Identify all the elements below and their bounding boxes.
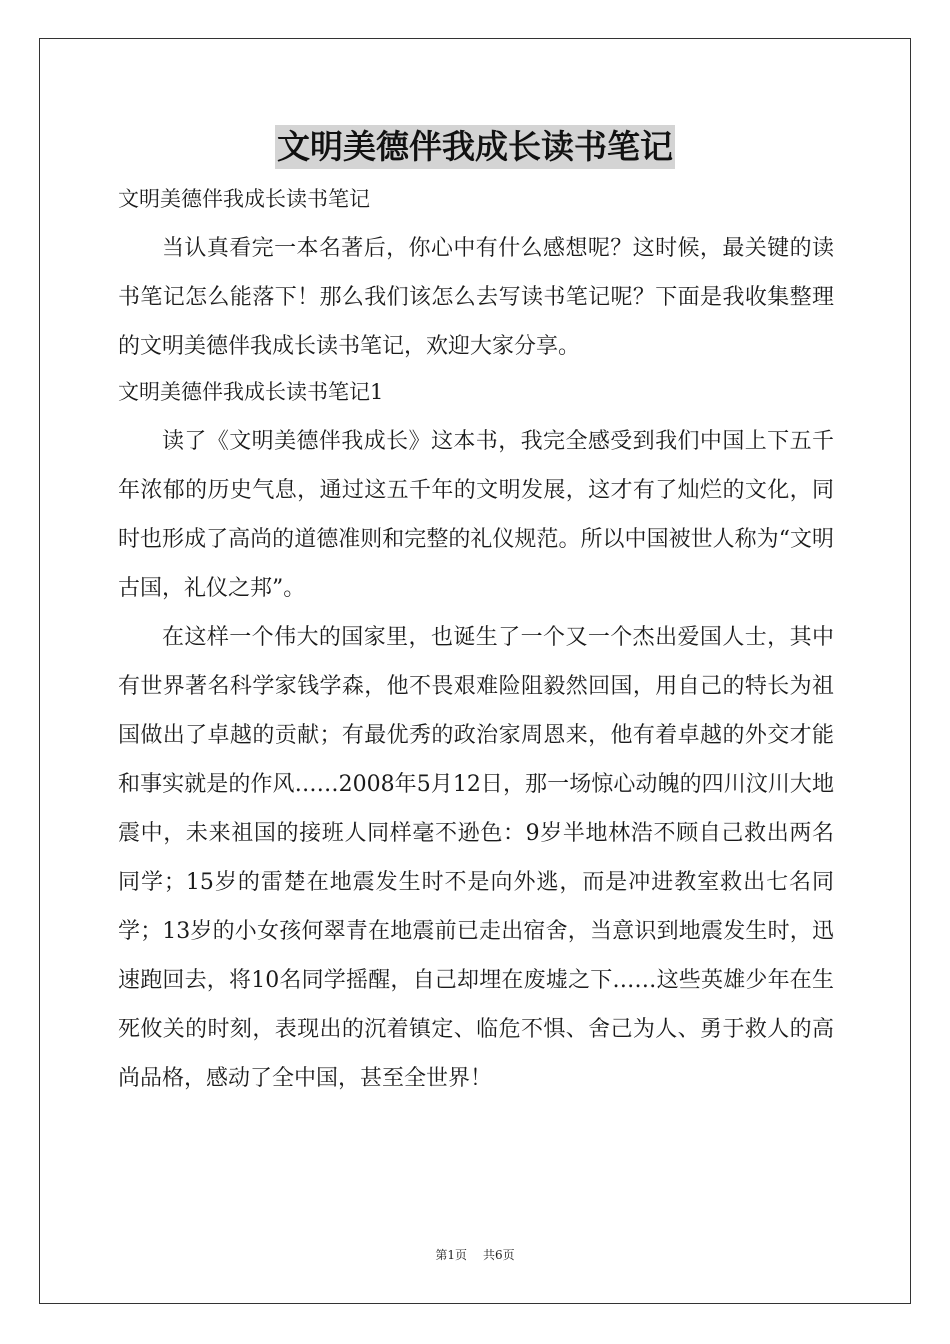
section-heading: 文明美德伴我成长读书笔记1 — [118, 380, 384, 404]
intro-paragraph: 当认真看完一本名著后，你心中有什么感想呢？这时候，最关键的读书笔记怎么能落下！那么我们该怎么去写读书笔记呢？下面是我收集整理的文明美德伴我成长读书笔记，欢迎大家分享。 — [118, 236, 834, 359]
page-total: 共6页 — [483, 1248, 515, 1262]
document-subtitle: 文明美德伴我成长读书笔记 — [118, 187, 370, 211]
page-number: 第1页 — [435, 1248, 467, 1262]
document-body — [118, 178, 834, 1103]
document-title: 文明美德伴我成长读书笔记 — [275, 125, 675, 169]
title-container — [0, 125, 950, 169]
page-footer — [0, 1246, 950, 1263]
body-paragraph: 在这样一个伟大的国家里，也诞生了一个又一个杰出爱国人士，其中有世界著名科学家钱学森，他不畏艰难险阻毅然回国，用自己的特长为祖国做出了卓越的贡献；有最优秀的政治家周恩来，他有着卓越的外交才能和事实就是的作风……2008年5月12日，那一场惊心动魄的四川汶川大地震中，未来祖国的接班人同样毫不逊色：9岁半地林浩不顾自己救出两名同学；15岁的雷楚在地震发生时不是向外逃，而是冲进教室救出七名同学；13岁的小女孩何翠青在地震前已走出宿舍，当意识到地震发生时，迅速跑回去，将10名同学摇醒，自己却埋在废墟之下……这些英雄少年在生死攸关的时刻，表现出的沉着镇定、临危不惧、舍己为人、勇于救人的高尚品格，感动了全中国，甚至全世界！ — [118, 625, 834, 1091]
body-paragraph: 读了《文明美德伴我成长》这本书，我完全感受到我们中国上下五千年浓郁的历史气息，通过这五千年的文明发展，这才有了灿烂的文化，同时也形成了高尚的道德准则和完整的礼仪规范。所以中国被世人称为“文明古国，礼仪之邦”。 — [118, 429, 834, 601]
